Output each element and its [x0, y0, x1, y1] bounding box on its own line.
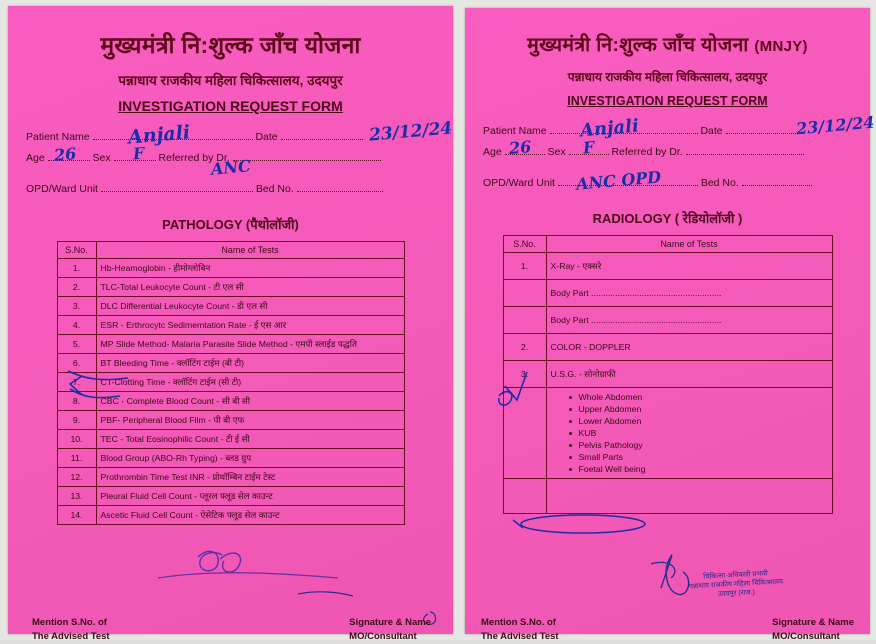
test-sno: 11.	[57, 449, 96, 468]
title-hindi-text: मुख्यमंत्री नि:शुल्क जाँच योजना	[527, 34, 749, 56]
test-name: MP Slide Method- Malaria Parasite Slide Method - एमपी स्लाईड पद्धति	[96, 335, 404, 354]
test-sno: 13.	[57, 487, 96, 506]
table-row[interactable]	[57, 259, 404, 278]
usg-option[interactable]: Small Parts	[567, 451, 828, 463]
test-name: Pleural Fluid Cell Count - प्लूरल फ्लूड सेल काउन्ट	[96, 487, 404, 506]
test-name: U.S.G. - सोनोग्राफी	[546, 361, 832, 388]
table-row[interactable]	[503, 253, 832, 280]
date-value: 23/12/24	[368, 118, 454, 146]
radiology-request-form	[465, 8, 876, 642]
stamp-line2: पन्नाधाय राजकीय महिला चिकित्सालय	[688, 578, 784, 591]
usg-options-list	[551, 391, 828, 475]
opd-ward-value-right: ANC OPD	[575, 167, 662, 194]
col-sno-right: S.No.	[503, 236, 546, 253]
pathology-section-title: PATHOLOGY (पैथोलॉजी)	[162, 217, 299, 232]
test-name: Hb-Heamoglobin - हीमोग्लोबिन	[96, 259, 404, 278]
age-sex-referred-row	[26, 143, 435, 179]
footer-note-line2: The Advised Test	[32, 631, 110, 642]
test-sno: 14.	[57, 506, 96, 525]
test-name: BT Bleeding Time - क्लॉटिंग टाईम (बी टी)	[96, 354, 404, 373]
test-name: PBF- Peripheral Blood Film - पी बी एफ	[96, 411, 404, 430]
test-sno: 2.	[503, 334, 546, 361]
col-name: Name of Tests	[96, 242, 404, 259]
footer-signature-line1: Signature & Name	[349, 617, 431, 628]
usg-option[interactable]: Foetal Well being	[567, 463, 828, 475]
test-name: Body Part ......................................................	[546, 307, 832, 334]
test-name: DLC Differential Leukocyte Count - डी एल सी	[96, 297, 404, 316]
opd-ward-row	[26, 180, 435, 201]
footer-note-line1: Mention S.No. of	[32, 617, 107, 628]
test-sno: 10.	[57, 430, 96, 449]
col-sno: S.No.	[57, 242, 96, 259]
age-sex-referred-row-right	[483, 137, 852, 164]
opd-ward-row-right	[483, 167, 852, 195]
usg-option[interactable]: Lower Abdomen	[567, 415, 828, 427]
test-sno: 5.	[57, 335, 96, 354]
test-name: Blood Group (ABO-Rh Typing) - ब्लड ग्रुप	[96, 449, 404, 468]
referred-by-value: ANC	[210, 156, 252, 179]
radiology-section-title: RADIOLOGY ( रेडियोलॉजी )	[592, 211, 743, 226]
table-row[interactable]	[503, 280, 832, 307]
age-label: Age	[26, 152, 45, 164]
stamp-line3: उदयपुर (राज.)	[717, 589, 756, 598]
date-label-right: Date	[700, 125, 723, 137]
stamp-line1: चिकित्सा अधिकारी प्रभारी	[703, 570, 768, 581]
test-sno	[503, 280, 546, 307]
footer-signature-line2-right: MO/Consultant	[772, 631, 840, 642]
table-row[interactable]	[503, 307, 832, 334]
footer-note-line1-right: Mention S.No. of	[481, 617, 556, 628]
patient-name-row	[26, 118, 454, 149]
age-label-right: Age	[483, 146, 502, 158]
sex-value-right: F	[582, 137, 596, 158]
hospital-name-hindi: पन्नाधाय राजकीय महिला चिकित्सालय, उदयपुर	[118, 73, 343, 88]
test-name: X-Ray - एक्सरे	[546, 253, 832, 280]
usg-options-sno-spacer	[503, 388, 546, 479]
test-sno: 4.	[57, 316, 96, 335]
radiology-tests-table	[503, 235, 833, 514]
test-sno: 3.	[57, 297, 96, 316]
usg-option[interactable]: Upper Abdomen	[567, 403, 828, 415]
test-sno: 3.	[503, 361, 546, 388]
test-name: CBC - Complete Blood Count - सी बी सी	[96, 392, 404, 411]
test-sno: 6.	[57, 354, 96, 373]
test-name: TLC-Total Leukocyte Count - टी एल सी	[96, 278, 404, 297]
patient-name-value-right: Anjali	[579, 115, 640, 142]
usg-option[interactable]: KUB	[567, 427, 828, 439]
age-value-right: 26	[508, 137, 533, 158]
table-row[interactable]	[57, 449, 404, 468]
bed-no-label-right: Bed No.	[700, 177, 739, 189]
table-row[interactable]	[57, 373, 404, 392]
footer-signature-line2: MO/Consultant	[349, 631, 417, 642]
sex-label-right: Sex	[547, 146, 566, 158]
usg-option[interactable]: Pelvis Pathology	[567, 439, 828, 451]
pathology-tests-table	[57, 241, 405, 525]
table-row[interactable]	[57, 297, 404, 316]
blank-cell	[546, 479, 832, 514]
table-header-row	[57, 242, 404, 259]
table-row[interactable]	[503, 334, 832, 361]
date-value-right: 23/12/24	[795, 112, 876, 139]
referred-by-label-right: Referred by Dr.	[611, 146, 683, 158]
footer-signature-line1-right: Signature & Name	[772, 617, 854, 628]
test-sno: 12.	[57, 468, 96, 487]
footer-note-line2-right: The Advised Test	[481, 631, 559, 642]
test-sno: 7.	[57, 373, 96, 392]
opd-ward-label: OPD/Ward Unit	[26, 183, 98, 195]
table-row[interactable]	[57, 335, 404, 354]
form-title-hindi: मुख्यमंत्री नि:शुल्क जाँच योजना	[100, 32, 361, 58]
table-row[interactable]	[57, 354, 404, 373]
table-row[interactable]	[57, 278, 404, 297]
referred-by-label: Referred by Dr.	[158, 152, 230, 164]
test-sno: 1.	[503, 253, 546, 280]
usg-options-cell	[546, 388, 832, 479]
patient-name-label-right: Patient Name	[483, 125, 547, 137]
table-row[interactable]	[57, 316, 404, 335]
blank-row	[503, 479, 832, 514]
test-name: Prothrombin Time Test INR - प्रोथॉम्बिन टाईम टेस्ट	[96, 468, 404, 487]
table-row[interactable]	[57, 430, 404, 449]
table-row[interactable]	[57, 392, 404, 411]
test-name: ESR - Erthrocytc Sedimemtation Rate - ई एस आर	[96, 316, 404, 335]
test-name: CT-Clotting Time - क्लॉटिंग टाईम (सी टी)	[96, 373, 404, 392]
test-sno: 1.	[57, 259, 96, 278]
test-sno: 8.	[57, 392, 96, 411]
test-name: COLOR - DOPPLER	[546, 334, 832, 361]
test-name: Ascetic Fluid Cell Count - ऐसेटिक फ्लूड सेल काउन्ट	[96, 506, 404, 525]
opd-ward-label-right: OPD/Ward Unit	[483, 177, 555, 189]
bed-no-label: Bed No.	[255, 183, 294, 195]
usg-options-row	[503, 388, 832, 479]
col-name-right: Name of Tests	[546, 236, 832, 253]
patient-name-row-right	[483, 112, 876, 143]
hospital-stamp	[660, 567, 811, 602]
pathology-request-form	[8, 6, 454, 642]
test-name: Body Part ......................................................	[546, 280, 832, 307]
sex-value: F	[132, 143, 146, 164]
table-row[interactable]	[503, 361, 832, 388]
form-title-hindi-right	[465, 30, 870, 57]
patient-name-value: Anjali	[127, 121, 192, 149]
test-sno: 2.	[57, 278, 96, 297]
test-sno: 9.	[57, 411, 96, 430]
hospital-name-hindi-right: पन्नाधाय राजकीय महिला चिकित्सालय, उदयपुर	[567, 70, 768, 84]
date-label: Date	[255, 131, 278, 143]
table-row[interactable]	[57, 487, 404, 506]
test-sno	[503, 307, 546, 334]
sex-label: Sex	[92, 152, 111, 164]
table-row[interactable]	[57, 468, 404, 487]
table-header-row-right	[503, 236, 832, 253]
patient-name-label: Patient Name	[26, 131, 90, 143]
form-type-label-right: INVESTIGATION REQUEST FORM	[567, 94, 768, 108]
blank-sno	[503, 479, 546, 514]
title-suffix-mnjy: (MNJY)	[754, 38, 808, 55]
usg-option[interactable]: Whole Abdomen	[567, 391, 828, 403]
table-row[interactable]	[57, 411, 404, 430]
form-type-label: INVESTIGATION REQUEST FORM	[118, 98, 343, 114]
age-value: 26	[53, 144, 78, 165]
table-row[interactable]	[57, 506, 404, 525]
test-name: TEC - Total Eosinophilic Count - टी ई सी	[96, 430, 404, 449]
